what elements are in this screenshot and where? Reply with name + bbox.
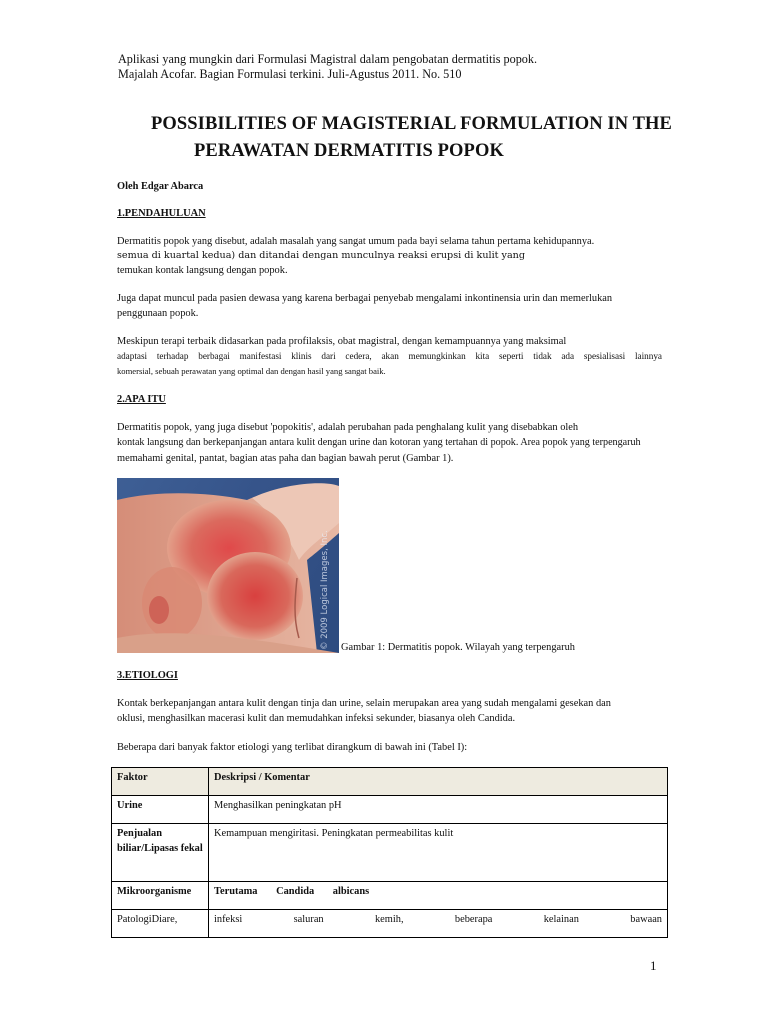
header-citation-line-1: Aplikasi yang mungkin dari Formulasi Magistral dalam pengobatan dermatitis popok. [118, 52, 538, 66]
title-line-1: POSSIBILITIES OF MAGISTERIAL FORMULATION IN THE [151, 114, 672, 134]
paragraph-line: Dermatitis popok yang disebut, adalah masalah yang sangat umum pada bayi selama tahun pertama kehidupannya. [117, 236, 595, 247]
paragraph-line: komersial, sebuah perawatan yang optimal dan dengan hasil yang sangat baik. [117, 366, 386, 376]
title-line-2: PERAWATAN DERMATITIS POPOK [194, 141, 504, 161]
paragraph-line: Juga dapat muncul pada pasien dewasa yang karena berbagai penyebab mengalami inkontinensia urin dan memerlukan [117, 293, 613, 304]
photo-illustration [117, 478, 339, 653]
paragraph-line: temukan kontak langsung dengan popok. [117, 265, 288, 276]
table-cell-factor: Penjualan biliar/Lipasas fekal [112, 824, 209, 882]
table-row [112, 824, 668, 882]
paragraph-line: memahami genital, pantat, bagian atas paha dan bagian bawah perut (Gambar 1). [117, 453, 454, 464]
table-row [112, 796, 668, 824]
table-header-cell: Deskripsi / Komentar [209, 768, 668, 796]
paragraph-line: penggunaan popok. [117, 308, 199, 319]
table-cell-description: Menghasilkan peningkatan pH [209, 796, 668, 824]
paragraph-line: Kontak berkepanjangan antara kulit dengan tinja dan urine, selain merupakan area yang sudah mengalami gesekan dan [117, 698, 611, 709]
paragraph-line: Meskipun terapi terbaik didasarkan pada profilaksis, obat magistral, dengan kemampuannya yang maksimal [117, 336, 567, 347]
table-header-row [112, 768, 668, 796]
table-cell-factor: Urine [112, 796, 209, 824]
table-cell-description: Kemampuan mengiritasi. Peningkatan permeabilitas kulit [209, 824, 668, 882]
section-heading-etiologi: 3.ETIOLOGI [117, 670, 178, 681]
paragraph-line: Beberapa dari banyak faktor etiologi yang terlibat dirangkum di bawah ini (Tabel I): [117, 742, 468, 753]
paragraph-line: adaptasi terhadap berbagai manifestasi klinis dari cedera, akan memungkinkan kita seperti tidak ada spesialisasi lainnya [117, 351, 662, 361]
paragraph-line: kontak langsung dan berkepanjangan antara kulit dengan urine dan kotoran yang tertahan di popok. Area popok yang terpengaruh [117, 437, 641, 448]
paragraph-line: oklusi, menghasilkan macerasi kulit dan memudahkan infeksi sekunder, biasanya oleh Candida. [117, 713, 516, 724]
etiology-table [111, 767, 668, 938]
header-citation-line-2: Majalah Acofar. Bagian Formulasi terkini. Juli-Agustus 2011. No. 510 [118, 67, 462, 81]
page-number: 1 [650, 958, 657, 973]
table-cell-factor: Mikroorganisme [112, 882, 209, 910]
paragraph-line: Dermatitis popok, yang juga disebut 'popokitis', adalah perubahan pada penghalang kulit yang disebabkan oleh [117, 422, 579, 433]
table-row [112, 910, 668, 938]
diaper-dermatitis-photo [117, 478, 339, 653]
section-heading-apa-itu: 2.APA ITU [117, 394, 166, 405]
photo-watermark: © 2009 Logical Images, Inc. [320, 530, 330, 650]
table-cell-factor: PatologiDiare, [112, 910, 209, 938]
table-header-cell: Faktor [112, 768, 209, 796]
author: Oleh Edgar Abarca [117, 181, 204, 192]
table-row [112, 882, 668, 910]
section-heading-pendahuluan: 1.PENDAHULUAN [117, 208, 206, 219]
figure-caption: Gambar 1: Dermatitis popok. Wilayah yang terpengaruh [341, 642, 575, 653]
table-cell-description: Terutama Candida albicans [209, 882, 668, 910]
table-cell-description: infeksi saluran kemih, beberapa kelainan bawaan [209, 910, 668, 938]
paragraph-line: semua di kuartal kedua) dan ditandai dengan munculnya reaksi erupsi di kulit yang [117, 250, 525, 261]
